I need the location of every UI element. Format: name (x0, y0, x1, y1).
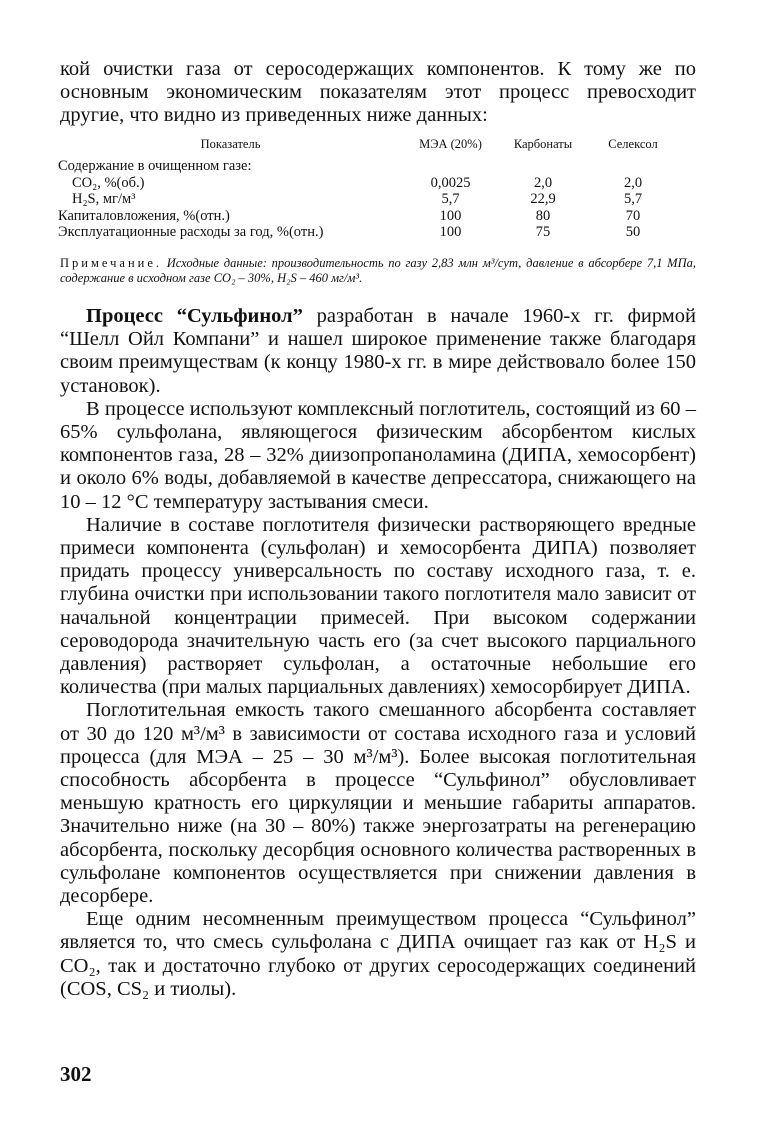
cell-carbonates: 22,9 (530, 191, 556, 208)
table-row (58, 158, 678, 174)
note-label: Примечание. (60, 256, 163, 270)
table-header-row (58, 136, 678, 158)
cell-selexol: 2,0 (623, 174, 643, 191)
cell-carbonates: 80 (535, 207, 551, 224)
cell-mea: 5,7 (441, 191, 460, 208)
table-row (58, 224, 678, 240)
cell-selexol: 70 (625, 207, 641, 224)
header-selexol: Селексол (608, 137, 658, 151)
header-mea: МЭА (20%) (419, 137, 482, 151)
cell-carbonates: 2,0 (533, 174, 553, 191)
header-carbonates: Карбонаты (513, 137, 573, 151)
table-row (58, 191, 678, 207)
row-label: H₂S, мг/м³ (72, 191, 136, 208)
paragraph (60, 699, 696, 908)
paragraph-text: Наличие в составе поглотителя физически растворяющего вредные примеси компонента (сульфолан) и хемосорбента ДИПА) позволяет придать процессу универсальность по составу исходного газа, т. е. глубина очистки при использовании такого поглотителя мало зависит от начальной концентрации примесей. При высоком содержании сероводорода значительную часть его (за счет высокого парциального давления) растворяет сульфолан, а остаточные небольшие его количества (при малых парциальных давлениях) хемосорбирует ДИПА. (60, 513, 696, 699)
header-indicator: Показатель (200, 137, 261, 151)
table-row (58, 208, 678, 224)
cell-selexol (588, 158, 678, 174)
paragraph (60, 514, 696, 700)
paragraph-text: В процессе используют комплексный поглотитель, состоящий из 60 – 65% сульфолана, являющегося физическим абсорбентом кислых компонентов газа, 28 – 32% диизопропаноламина (ДИПА, хемосорбент) и около 6% воды, добавляемой в качестве депрессатора, снижающего на 10 – 12 °С температуру застывания смеси. (60, 397, 696, 513)
paragraph-text: Еще одним несомненным преимуществом процесса “Сульфинол” является то, что смесь сульфолана с ДИПА очищает газ как от H₂S и CO₂, так и достаточно глубоко от других серосодержащих соединений (COS, CS₂ и тиолы). (60, 908, 696, 1000)
cell-carbonates (498, 158, 588, 174)
paragraph-text: разработан в начале 1960-х гг. фирмой “Шелл Ойл Компани” и нашел широкое применение также благодаря своим преимуществам (к концу 1980-х гг. в мире действовало более 150 установок). (60, 305, 696, 397)
paragraph-lead: Процесс “Сульфинол” (86, 305, 303, 327)
cell-selexol: 5,7 (623, 191, 643, 208)
table-row (58, 175, 678, 191)
paragraph-text: Поглотительная емкость такого смешанного абсорбента составляет от 30 до 120 м³/м³ в зависимости от состава исходного газа и условий процесса (для МЭА – 25 – 30 м³/м³). Более высокая поглотительная способность абсорбента в процессе “Сульфинол” обусловливает меньшую кратность его циркуляции и меньшие габариты аппаратов. Значительно ниже (на 30 – 80%) также энергозатраты на регенерацию абсорбента, поскольку десорбция основного количества растворенных в сульфолане компонентов осуществляется при снижении давления в десорбере. (60, 699, 696, 908)
intro-paragraph (60, 58, 696, 128)
cell-carbonates: 75 (535, 224, 551, 241)
cell-mea: 100 (439, 224, 462, 241)
row-label: Содержание в очищенном газе: (58, 158, 252, 175)
body-text (60, 305, 696, 1001)
paragraph (60, 305, 696, 398)
paragraph (60, 398, 696, 514)
table-note (60, 256, 696, 286)
comparison-table (58, 136, 678, 240)
note-text: Исходные данные: производительность по газу 2,83 млн м³/сут, давление в абсорбере 7,1 МПа, содержание в исходном газе CO₂ – 30%, H₂S – 460 мг/м³. (60, 256, 697, 285)
cell-mea (403, 158, 498, 174)
intro-text: кой очистки газа от серосодержащих компонентов. К тому же по основным экономическим показателям этот процесс превосходит другие, что видно из приведенных ниже данных: (60, 58, 696, 127)
cell-selexol: 50 (625, 224, 641, 241)
page-number: 302 (60, 1062, 92, 1086)
row-label: CO₂, %(об.) (72, 174, 145, 191)
cell-mea: 100 (439, 207, 462, 224)
paragraph (60, 908, 696, 1001)
cell-mea: 0,0025 (430, 174, 471, 191)
row-label: Эксплуатационные расходы за год, %(отн.) (58, 224, 324, 241)
row-label: Капиталовложения, %(отн.) (58, 207, 230, 224)
